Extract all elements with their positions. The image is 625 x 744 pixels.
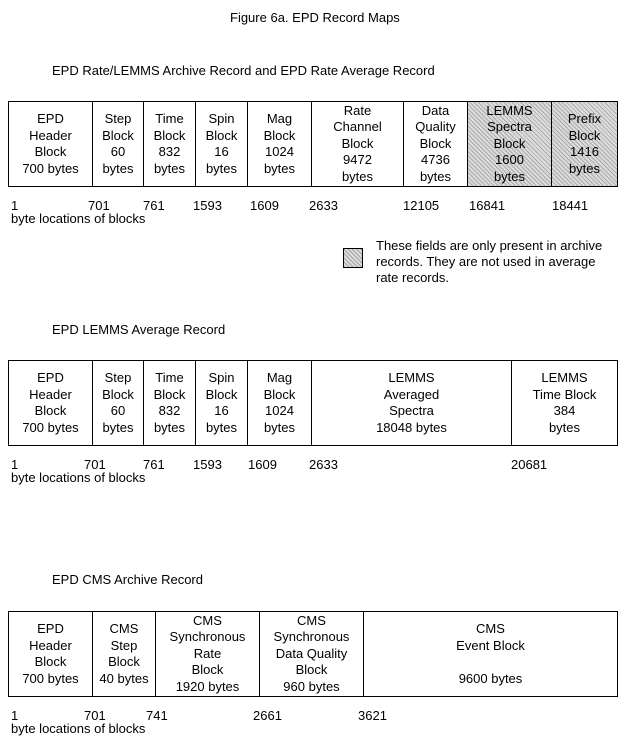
epd-header-block: EPD Header Block 700 bytes — [9, 612, 93, 696]
lemms-time-block: LEMMS Time Block 384 bytes — [532, 370, 597, 435]
byte-location: 1 — [11, 457, 19, 472]
archive-only-swatch — [343, 248, 363, 268]
spin-block: Spin Block 16 bytes — [196, 361, 248, 445]
time-block: Time Block 832 bytes — [144, 361, 196, 445]
data-quality-block: Data Quality Block 4736 bytes — [404, 102, 468, 186]
byte-location: 1 — [11, 198, 19, 213]
byte-locations-caption: byte locations of blocks — [11, 470, 146, 485]
step-block: Step Block 60 bytes — [93, 361, 144, 445]
record-title-cms-archive: EPD CMS Archive Record — [52, 572, 203, 587]
step-block: Step Block 60 bytes — [93, 102, 144, 186]
record-map-rate-lemms — [8, 101, 618, 187]
byte-location: 701 — [88, 198, 110, 213]
record-title-rate-lemms: EPD Rate/LEMMS Archive Record and EPD Rate Average Record — [52, 63, 435, 78]
lemms-averaged-spectra-block: LEMMS Averaged Spectra 18048 bytes — [312, 361, 512, 445]
byte-locations-caption: byte locations of blocks — [11, 211, 146, 226]
cms-synchronous-rate-block: CMS Synchronous Rate Block 1920 bytes — [156, 612, 260, 696]
byte-location: 761 — [143, 457, 165, 472]
cms-event-block: CMS Event Block 9600 bytes — [456, 621, 525, 686]
byte-location: 1593 — [193, 198, 222, 213]
byte-location: 1609 — [250, 198, 279, 213]
byte-location: 701 — [84, 457, 106, 472]
byte-location: 1593 — [193, 457, 222, 472]
byte-location: 2633 — [309, 457, 338, 472]
byte-location: 16841 — [469, 198, 506, 213]
byte-location: 1609 — [248, 457, 277, 472]
byte-location: 761 — [143, 198, 165, 213]
time-block: Time Block 832 bytes — [144, 102, 196, 186]
byte-location: 741 — [146, 708, 168, 723]
record-map-cms-archive — [8, 611, 618, 697]
cms-step-block: CMS Step Block 40 bytes — [93, 612, 156, 696]
byte-location: 18441 — [552, 198, 589, 213]
record-map-lemms-average — [8, 360, 618, 446]
cms-synchronous-data-quality-block: CMS Synchronous Data Quality Block 960 bytes — [260, 612, 364, 696]
byte-location: 20681 — [511, 457, 548, 472]
byte-location: 2633 — [309, 198, 338, 213]
legend-text: These fields are only present in archive records. They are not used in average rate records. — [376, 238, 603, 285]
figure-title: Figure 6a. EPD Record Maps — [230, 10, 400, 25]
byte-location: 1 — [11, 708, 19, 723]
byte-location: 12105 — [403, 198, 440, 213]
byte-location: 3621 — [358, 708, 387, 723]
epd-header-block: EPD Header Block 700 bytes — [9, 361, 93, 445]
prefix-block: Prefix Block 1416 bytes — [552, 102, 617, 186]
lemms-spectra-block: LEMMS Spectra Block 1600 bytes — [468, 102, 552, 186]
epd-header-block: EPD Header Block 700 bytes — [9, 102, 93, 186]
byte-location: 701 — [84, 708, 106, 723]
spin-block: Spin Block 16 bytes — [196, 102, 248, 186]
mag-block: Mag Block 1024 bytes — [248, 102, 312, 186]
rate-channel-block: Rate Channel Block 9472 bytes — [312, 102, 404, 186]
mag-block: Mag Block 1024 bytes — [248, 361, 312, 445]
byte-location: 2661 — [253, 708, 282, 723]
record-title-lemms-average: EPD LEMMS Average Record — [52, 322, 226, 337]
byte-locations-caption: byte locations of blocks — [11, 721, 146, 736]
